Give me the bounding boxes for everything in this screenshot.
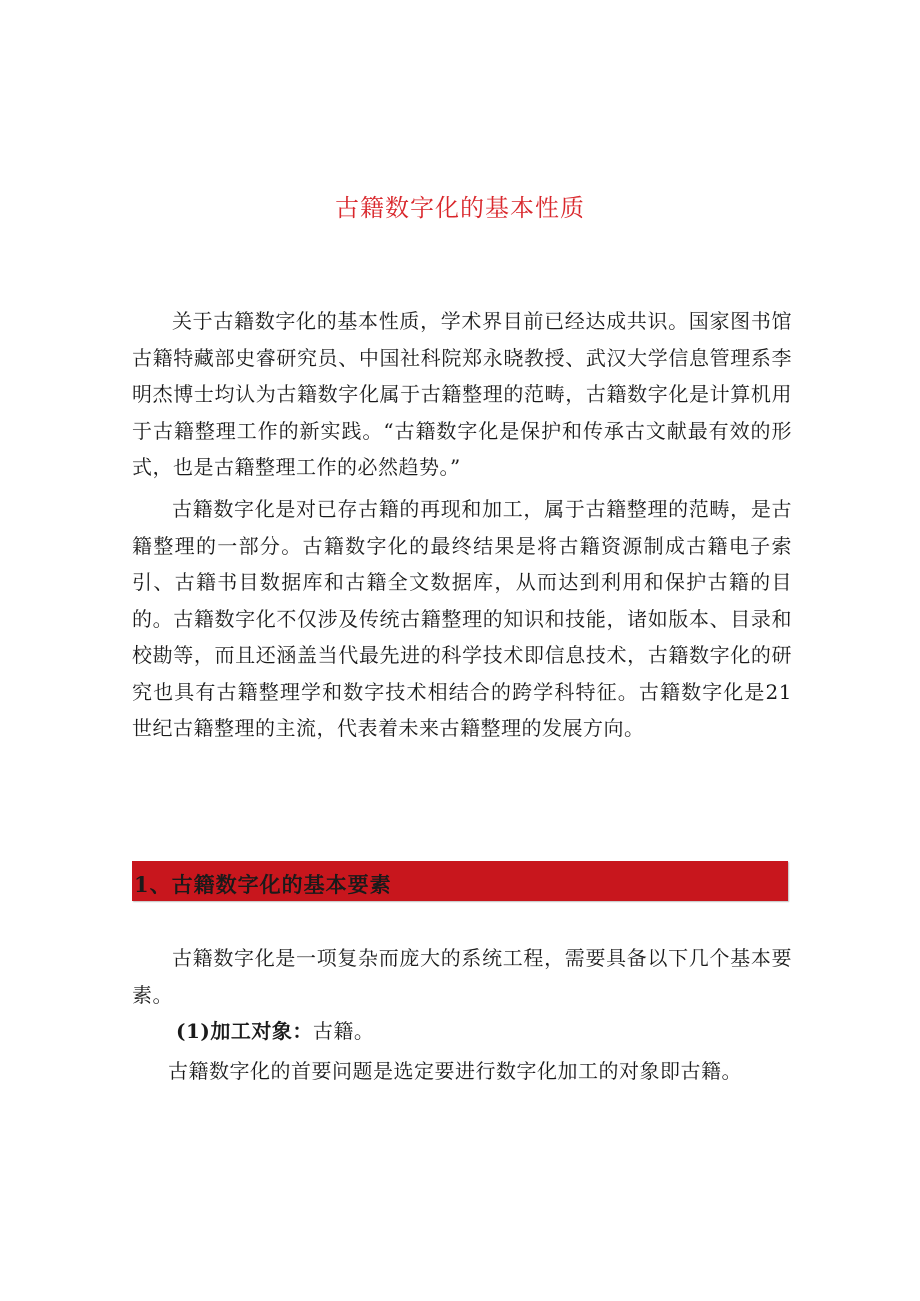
item-label: (1)加工对象：	[176, 1019, 313, 1043]
item-heading	[176, 1015, 374, 1044]
paragraph-consensus: 关于古籍数字化的基本性质，学术界目前已经达成共识。国家图书馆古籍特藏部史睿研究员、中国社科院郑永晓教授、武汉大学信息管理系李明杰博士均认为古籍数字化属于古籍整理的范畴，古籍数字化是计算机用于古籍整理工作的新实践。“古籍数字化是保护和传承古文献最有效的形式，也是古籍整理工作的必然趋势。”	[132, 309, 792, 479]
section-heading: 1、古籍数字化的基本要素	[134, 872, 392, 897]
section-intro-paragraph: 古籍数字化是一项复杂而庞大的系统工程，需要具备以下几个基本要素。	[132, 946, 792, 1007]
document-title: 古籍数字化的基本性质	[335, 194, 585, 223]
item-description: 古籍数字化的首要问题是选定要进行数字化加工的对象即古籍。	[168, 1059, 742, 1083]
paragraph-definition: 古籍数字化是对已存古籍的再现和加工，属于古籍整理的范畴，是古籍整理的一部分。古籍数字化的最终结果是将古籍资源制成古籍电子索引、古籍书目数据库和古籍全文数据库，从而达到利用和保护古籍的目的。古籍数字化不仅涉及传统古籍整理的知识和技能，诸如版本、目录和校勘等，而且还涵盖当代最先进的科学技术即信息技术，古籍数字化的研究也具有古籍整理学和数字技术相结合的跨学科特征。古籍数字化是21世纪古籍整理的主流，代表着未来古籍整理的发展方向。	[132, 497, 792, 740]
item-value: 古籍。	[312, 1019, 375, 1043]
